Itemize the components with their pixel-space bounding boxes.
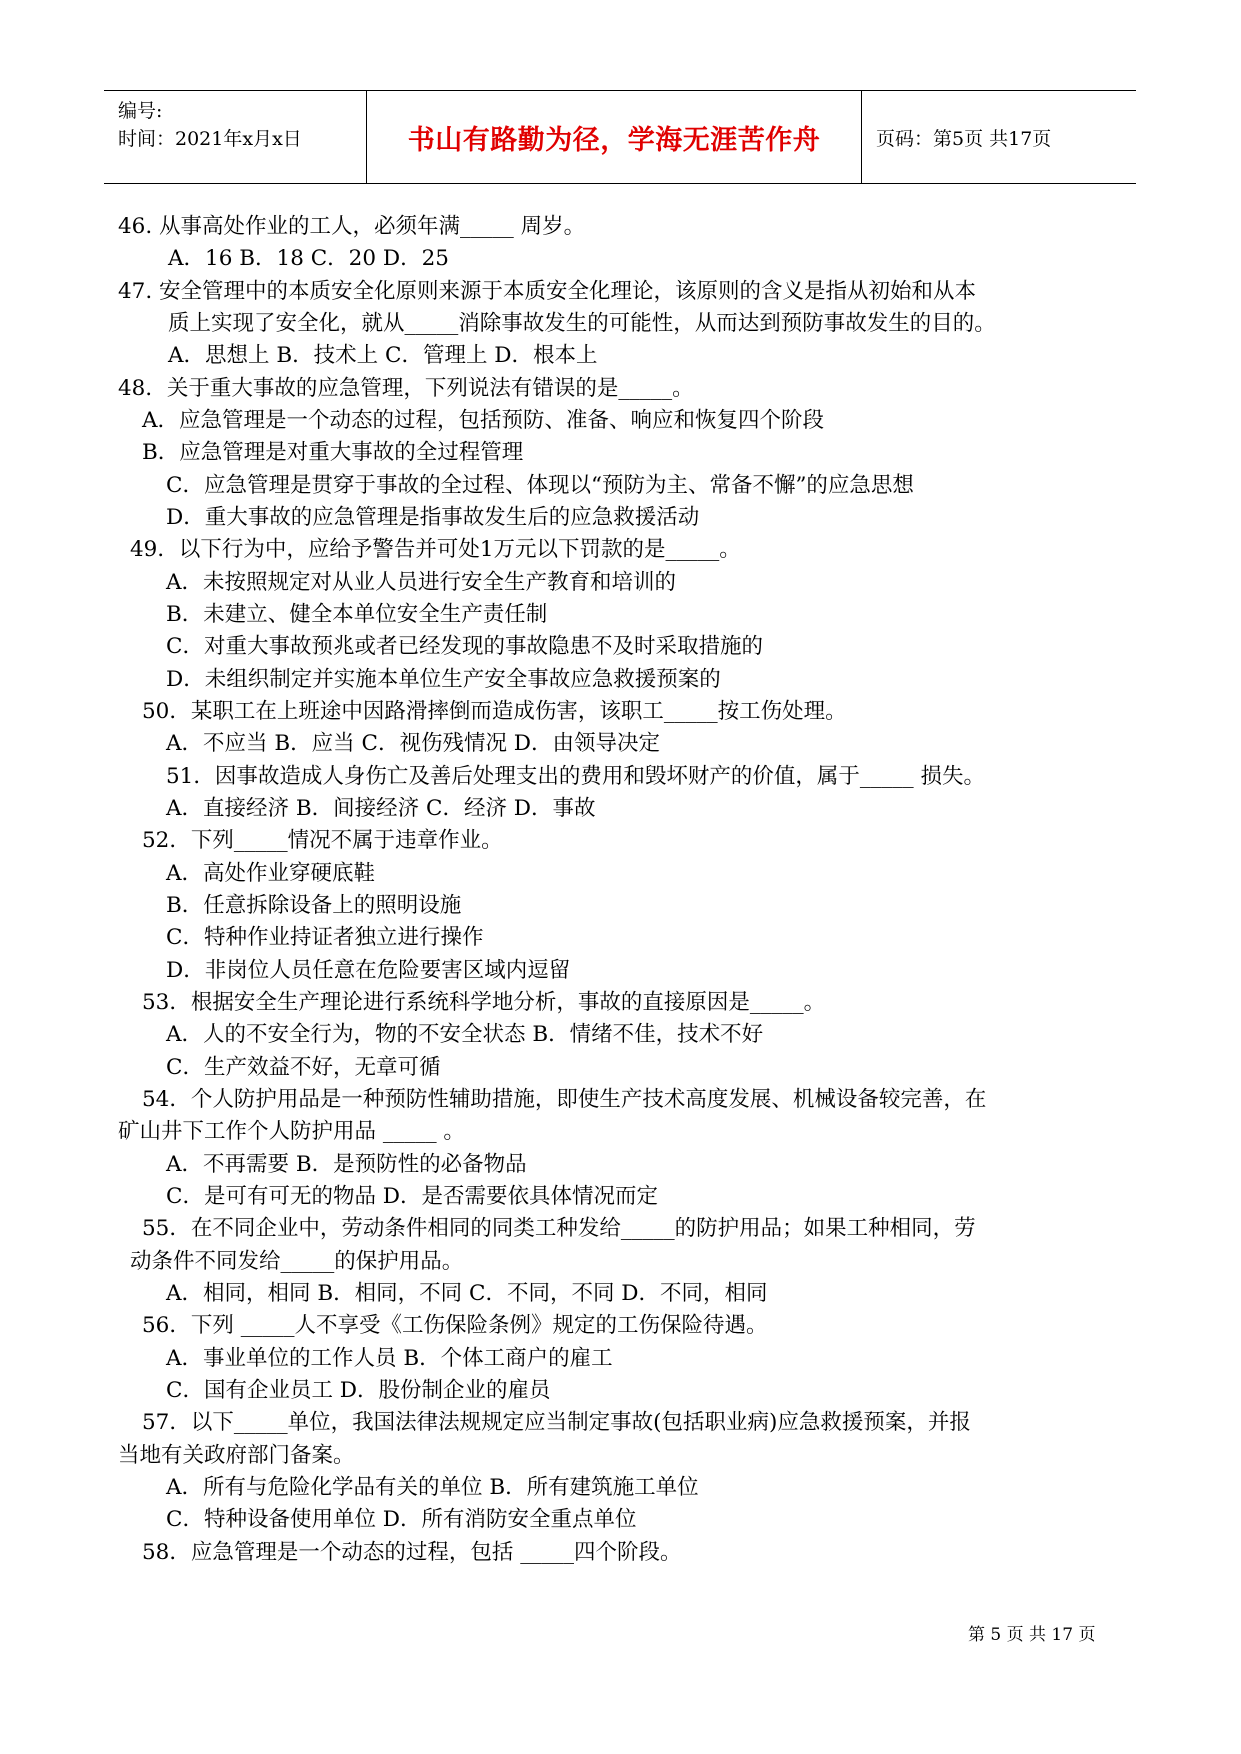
text-line: 52．下列_____情况不属于违章作业。: [142, 828, 503, 853]
text-line: A．直接经济 B．间接经济 C．经济 D．事故: [166, 796, 596, 821]
text-line: C．对重大事故预兆或者已经发现的事故隐患不及时采取措施的: [166, 634, 763, 659]
text-line: 54．个人防护用品是一种预防性辅助措施，即使生产技术高度发展、机械设备较完善，在: [142, 1087, 987, 1112]
text-line: A．所有与危险化学品有关的单位 B．所有建筑施工单位: [166, 1475, 699, 1500]
document-number: 编号:: [118, 100, 163, 122]
text-line: 47. 安全管理中的本质安全化原则来源于本质安全化理论，该原则的含义是指从初始和从本: [118, 279, 977, 304]
text-line: C．特种作业持证者独立进行操作: [166, 925, 484, 950]
text-line: D．重大事故的应急管理是指事故发生后的应急救援活动: [166, 505, 700, 530]
header-page-cell: [862, 91, 1136, 183]
text-line: 质上实现了安全化，就从_____消除事故发生的可能性，从而达到预防事故发生的目的。: [168, 311, 996, 336]
text-line: D．未组织制定并实施本单位生产安全事故应急救援预案的: [166, 667, 721, 692]
text-line: A．16 B．18 C．20 D．25: [168, 246, 449, 271]
text-line: C．特种设备使用单位 D．所有消防安全重点单位: [166, 1507, 637, 1532]
header-page-number: 页码：第5页 共17页: [876, 127, 1052, 150]
text-line: A．不应当 B．应当 C．视伤残情况 D．由领导决定: [166, 731, 661, 756]
text-line: 当地有关政府部门备案。: [118, 1443, 355, 1468]
text-line: D．非岗位人员任意在危险要害区域内逗留: [166, 958, 571, 983]
text-line: 矿山井下工作个人防护用品 _____ 。: [118, 1119, 465, 1144]
text-line: B．未建立、健全本单位安全生产责任制: [166, 602, 548, 627]
page-header: [104, 90, 1136, 184]
motto: 书山有路勤为径，学海无涯苦作舟: [407, 124, 821, 156]
text-line: A．事业单位的工作人员 B．个体工商户的雇工: [166, 1346, 613, 1371]
text-line: C．国有企业员工 D．股份制企业的雇员: [166, 1378, 551, 1403]
text-line: 56．下列 _____人不享受《工伤保险条例》规定的工伤保险待遇。: [142, 1313, 768, 1338]
text-line: A．应急管理是一个动态的过程，包括预防、准备、响应和恢复四个阶段: [142, 408, 825, 433]
text-line: 58．应急管理是一个动态的过程，包括 _____四个阶段。: [142, 1540, 682, 1565]
header-motto-cell: [367, 91, 862, 183]
text-line: 50．某职工在上班途中因路滑摔倒而造成伤害，该职工_____按工伤处理。: [142, 699, 847, 724]
text-line: A．人的不安全行为，物的不安全状态 B．情绪不佳，技术不好: [166, 1022, 764, 1047]
text-line: A．思想上 B．技术上 C．管理上 D．根本上: [168, 343, 598, 368]
text-line: A．高处作业穿硬底鞋: [166, 861, 376, 886]
text-line: 53．根据安全生产理论进行系统科学地分析，事故的直接原因是_____。: [142, 990, 826, 1015]
text-line: 55．在不同企业中，劳动条件相同的同类工种发给_____的防护用品；如果工种相同，劳: [142, 1216, 976, 1241]
text-line: C．应急管理是贯穿于事故的全过程、体现以“预防为主、常备不懈”的应急思想: [166, 473, 914, 498]
text-line: 48．关于重大事故的应急管理，下列说法有错误的是_____。: [118, 376, 694, 401]
text-line: B．任意拆除设备上的照明设施: [166, 893, 462, 918]
text-line: 57．以下_____单位，我国法律法规规定应当制定事故(包括职业病)应急救援预案，并报: [142, 1410, 971, 1435]
text-line: 46. 从事高处作业的工人，必须年满_____ 周岁。: [118, 214, 586, 239]
page-footer: 第 5 页 共 17 页: [968, 1625, 1096, 1645]
text-line: 动条件不同发给_____的保护用品。: [130, 1249, 464, 1274]
text-line: A．未按照规定对从业人员进行安全生产教育和培训的: [166, 570, 677, 595]
header-left-cell: [104, 91, 367, 183]
document-time: 时间：2021年x月x日: [118, 128, 302, 150]
text-line: 51．因事故造成人身伤亡及善后处理支出的费用和毁坏财产的价值，属于_____ 损失。: [166, 764, 985, 789]
text-line: C．生产效益不好，无章可循: [166, 1055, 441, 1080]
text-line: A．不再需要 B．是预防性的必备物品: [166, 1152, 527, 1177]
text-line: C．是可有可无的物品 D．是否需要依具体情况而定: [166, 1184, 659, 1209]
text-line: A．相同，相同 B．相同，不同 C．不同，不同 D．不同，相同: [166, 1281, 768, 1306]
text-line: 49．以下行为中，应给予警告并可处1万元以下罚款的是_____。: [130, 537, 741, 562]
text-line: B．应急管理是对重大事故的全过程管理: [142, 440, 524, 465]
